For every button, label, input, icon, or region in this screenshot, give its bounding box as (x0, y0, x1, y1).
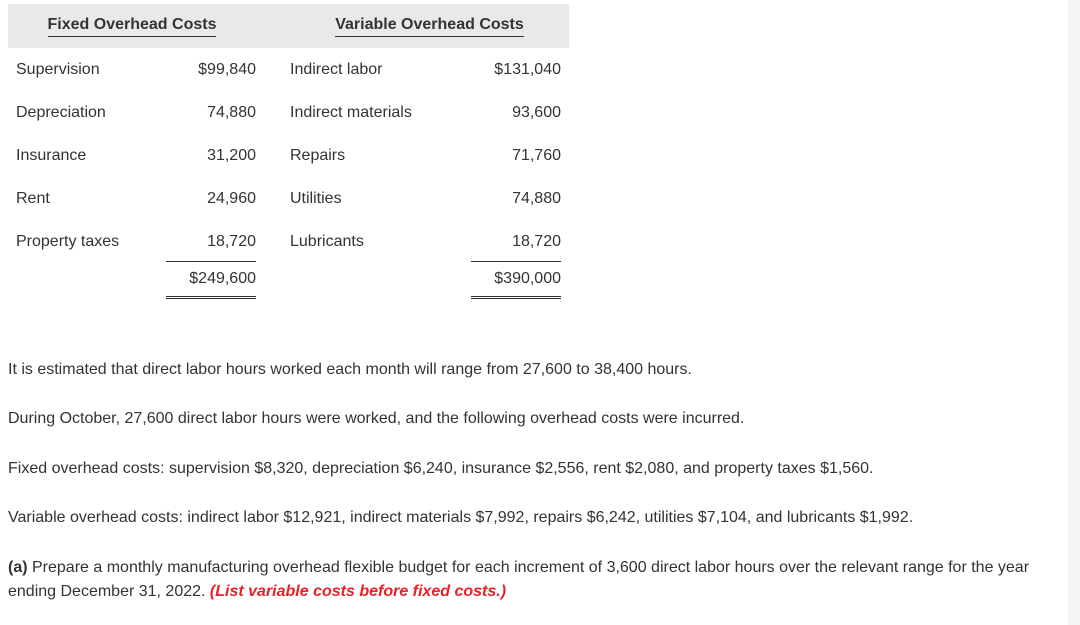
overhead-costs-table (8, 4, 569, 306)
variable-amount: 93,600 (512, 103, 561, 121)
table-row (8, 91, 569, 134)
fixed-label: Property taxes (16, 232, 120, 250)
variable-label: Indirect labor (290, 60, 383, 78)
table-row (8, 134, 569, 177)
question-a (8, 556, 1048, 604)
variable-costs-paragraph: Variable overhead costs: indirect labor $12,921, indirect materials $7,992, repairs $6,242, utilities $7,104, and lubricants $1,992. (8, 509, 914, 526)
fixed-amount: 31,200 (207, 146, 256, 164)
fixed-costs-paragraph: Fixed overhead costs: supervision $8,320, depreciation $6,240, insurance $2,556, rent $2,080, and property taxes $1,560. (8, 460, 874, 477)
variable-total: $390,000 (445, 263, 569, 306)
fixed-amount: 18,720 (166, 220, 256, 263)
range-paragraph: It is estimated that direct labor hours worked each month will range from 27,600 to 38,400 hours. (8, 361, 692, 378)
variable-amount: $131,040 (494, 60, 561, 78)
instruction-note: (List variable costs before fixed costs.) (209, 583, 507, 600)
totals-row (8, 263, 569, 306)
table-row (8, 177, 569, 220)
header-gap (256, 4, 290, 48)
fixed-label: Depreciation (16, 103, 106, 121)
fixed-total: $249,600 (166, 263, 256, 306)
table-row (8, 48, 569, 91)
october-paragraph: During October, 27,600 direct labor hours were worked, and the following overhead costs were incurred. (8, 410, 745, 427)
variable-amount: 71,760 (512, 146, 561, 164)
fixed-label: Rent (16, 189, 50, 207)
fixed-label: Insurance (16, 146, 87, 164)
variable-label: Lubricants (290, 232, 364, 250)
page-edge (1068, 0, 1080, 625)
variable-amount: 18,720 (445, 220, 569, 263)
question-text: Prepare a monthly manufacturing overhead flexible budget for each increment of 3,600 direct labor hours over the relevant range for the year ending December 31, 2022. (8, 559, 1030, 600)
fixed-amount: 74,880 (207, 103, 256, 121)
fixed-amount: $99,840 (198, 60, 256, 78)
variable-label: Indirect materials (290, 103, 412, 121)
fixed-overhead-header: Fixed Overhead Costs (8, 4, 256, 48)
variable-label: Utilities (290, 189, 342, 207)
variable-amount: 74,880 (512, 189, 561, 207)
variable-overhead-header: Variable Overhead Costs (290, 4, 569, 48)
table-row (8, 220, 569, 263)
variable-label: Repairs (290, 146, 346, 164)
fixed-label: Supervision (16, 60, 100, 78)
part-label: (a) (8, 559, 28, 576)
fixed-amount: 24,960 (207, 189, 256, 207)
